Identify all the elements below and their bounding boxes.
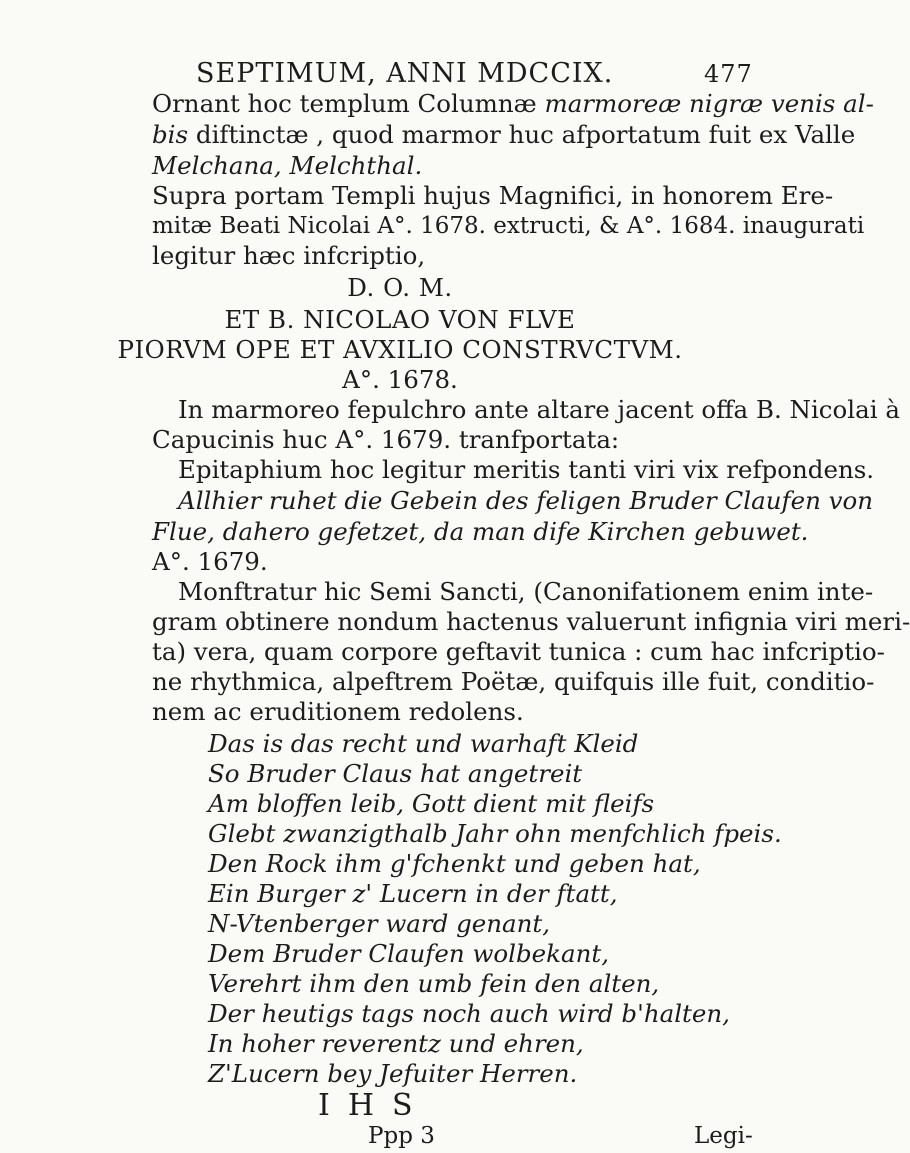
poem-line-1: Das is das recht und warhaft Kleid: [208, 729, 639, 758]
text-segment: diftinctæ , quod marmor huc afportatum fuit ex Valle: [188, 120, 856, 149]
ihs-monogram: IHS: [318, 1088, 431, 1123]
poem-line-2: So Bruder Claus hat angetreit: [208, 759, 583, 788]
poem-line-5: Den Rock ihm g'fchenkt und geben hat,: [208, 849, 701, 878]
text-segment: Ornant hoc templum Columnæ: [152, 89, 545, 118]
poem-line-8: Dem Bruder Claufen wolbekant,: [208, 939, 610, 968]
inscription-line-3: PIORVM OPE ET AVXILIO CONSTRVCTVM.: [117, 335, 683, 364]
inscription-line-2: ET B. NICOLAO VON FLVE: [224, 305, 576, 334]
poem-line-6: Ein Burger z' Lucern in der ftatt,: [208, 879, 618, 908]
text-line-14: gram obtinere nondum hactenus valuerunt infignia viri meri-: [152, 607, 910, 636]
signature-mark: Ppp 3: [368, 1123, 435, 1149]
text-line-9: Epitaphium hoc legitur meritis tanti viri vix refpondens.: [178, 455, 875, 484]
text-line-1: [152, 88, 874, 120]
text-line-13: Monftratur hic Semi Sancti, (Canonifationem enim inte-: [178, 577, 874, 606]
text-line-8: Capucinis huc A°. 1679. tranfportata:: [152, 425, 620, 454]
inscription-line-4: A°. 1678.: [342, 365, 458, 394]
text-line-6: legitur hæc infcriptio,: [152, 241, 426, 270]
running-header: [196, 58, 753, 90]
text-line-11: Flue, dahero gefetzet, da man dife Kirchen gebuwet.: [152, 517, 809, 546]
text-line-16: ne rhythmica, alpeftrem Poëtæ, quifquis ille fuit, conditio-: [152, 667, 875, 696]
poem-line-4: Glebt zwanzigthalb Jahr ohn menfchlich fpeis.: [208, 819, 782, 848]
text-line-5: mitæ Beati Nicolai A°. 1678. extructi, & A°. 1684. inaugurati: [152, 213, 865, 239]
poem-line-9: Verehrt ihm den umb fein den alten,: [208, 969, 660, 998]
text-line-3: Melchana, Melchthal.: [152, 151, 423, 180]
text-line-2: [152, 119, 855, 151]
page-number: 477: [704, 60, 753, 88]
text-line-15: ta) vera, quam corpore geftavit tunica : cum hac infcriptio-: [152, 637, 885, 666]
poem-line-12: Z'Lucern bey Jefuiter Herren.: [208, 1059, 578, 1088]
poem-line-7: N-Vtenberger ward genant,: [208, 909, 551, 938]
catchword: Legi-: [694, 1123, 753, 1149]
text-segment-italic: bis: [152, 120, 189, 149]
poem-line-3: Am bloffen leib, Gott dient mit fleifs: [208, 789, 655, 818]
poem-line-10: Der heutigs tags noch auch wird b'halten,: [208, 999, 730, 1028]
text-line-10: Allhier ruhet die Gebein des feligen Bruder Claufen von: [178, 486, 874, 515]
text-segment-italic: marmoreæ nigræ venis al-: [544, 89, 874, 118]
text-line-17: nem ac eruditionem redolens.: [152, 697, 524, 726]
running-title: SEPTIMUM, ANNI MDCCIX.: [196, 58, 614, 89]
poem-line-11: In hoher reverentz und ehren,: [208, 1029, 584, 1058]
text-line-7: In marmoreo fepulchro ante altare jacent offa B. Nicolai à: [178, 395, 900, 424]
text-line-4: Supra portam Templi hujus Magnifici, in honorem Ere-: [152, 181, 834, 210]
text-line-12: A°. 1679.: [152, 547, 268, 576]
inscription-line-1: D. O. M.: [347, 273, 453, 302]
